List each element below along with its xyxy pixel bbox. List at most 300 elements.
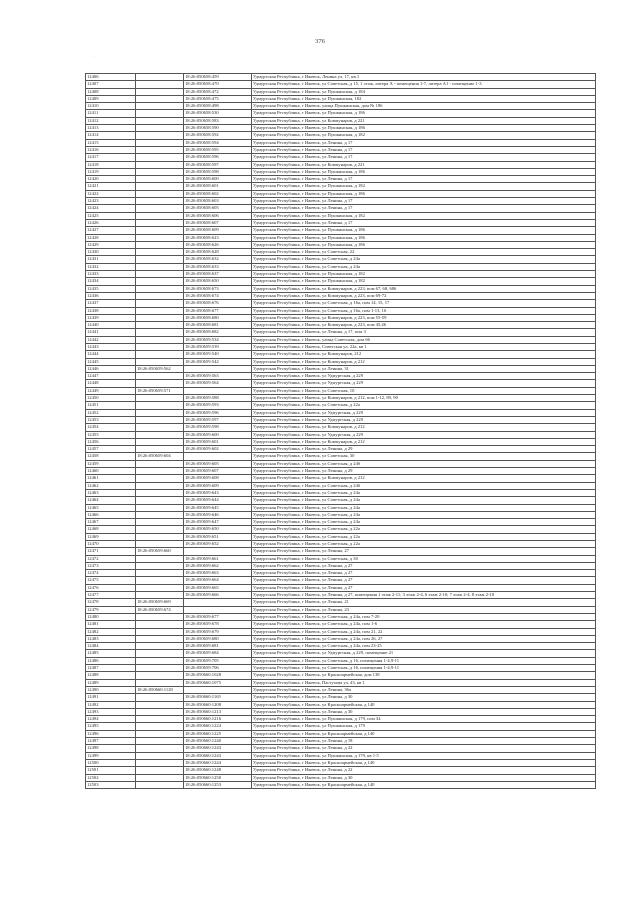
premises-cadastral-number: 18:26:050658:530 <box>184 110 252 117</box>
building-cadastral-number <box>136 759 184 766</box>
table-row <box>86 511 596 518</box>
table-row <box>86 234 596 241</box>
row-number: 12413 <box>86 125 136 132</box>
premises-cadastral-number: 18:26:050659:664 <box>184 577 252 584</box>
address: Удмуртская Республика, г Ижевск, ул Удмуртская, д 229 <box>252 409 596 416</box>
row-number: 12472 <box>86 555 136 562</box>
building-cadastral-number <box>136 635 184 642</box>
premises-cadastral-number: 18:26:050658:606 <box>184 212 252 219</box>
row-number: 12500 <box>86 759 136 766</box>
row-number: 12497 <box>86 738 136 745</box>
premises-cadastral-number: 18:26:050659:596 <box>184 409 252 416</box>
table-row <box>86 635 596 642</box>
row-number: 12443 <box>86 343 136 350</box>
address: Удмуртская Республика, г Ижевск, ул Ленина, д 22 <box>252 745 596 752</box>
address: Удмуртская Республика, г Ижевск, ул Коммунаров, д 212 <box>252 438 596 445</box>
premises-cadastral-number: 18:26:050659:609 <box>184 482 252 489</box>
row-number: 12495 <box>86 723 136 730</box>
table-row <box>86 628 596 635</box>
building-cadastral-number: 18:26:050659:571 <box>136 387 184 394</box>
row-number: 12407 <box>86 81 136 88</box>
building-cadastral-number <box>136 219 184 226</box>
table-row <box>86 584 596 591</box>
premises-cadastral-number: 18:26:050659:650 <box>184 526 252 533</box>
address: Удмуртская Республика, г Ижевск, ул Пушкинская, д 182 <box>252 132 596 139</box>
row-number: 12454 <box>86 424 136 431</box>
table-row <box>86 643 596 650</box>
row-number: 12471 <box>86 548 136 555</box>
building-cadastral-number <box>136 278 184 285</box>
premises-cadastral-number: 18:26:050658:605 <box>184 205 252 212</box>
table-row <box>86 110 596 117</box>
table-row <box>86 497 596 504</box>
building-cadastral-number <box>136 117 184 124</box>
building-cadastral-number <box>136 351 184 358</box>
premises-cadastral-number: 18:26:050659:679 <box>184 628 252 635</box>
address: Удмуртская Республика, г Ижевск, ул Советская, д 24б <box>252 482 596 489</box>
row-number: 12475 <box>86 577 136 584</box>
premises-cadastral-number: 18:26:050659:705 <box>184 657 252 664</box>
table-row <box>86 453 596 460</box>
row-number: 12432 <box>86 263 136 270</box>
table-row <box>86 154 596 161</box>
address: Удмуртская Республика, г Ижевск, ул Пушкинская, д 179, кв 1-5 <box>252 752 596 759</box>
building-cadastral-number <box>136 198 184 205</box>
premises-cadastral-number: 18:26:050659:598 <box>184 424 252 431</box>
table-row <box>86 657 596 664</box>
row-number: 12427 <box>86 227 136 234</box>
row-number: 12482 <box>86 628 136 635</box>
address: Удмуртская Республика, г Ижевск, ул Ленина, д 27 <box>252 584 596 591</box>
premises-cadastral-number: 18:26:050658:590 <box>184 125 252 132</box>
address: Удмуртская Республика, г Ижевск, ул Советская, д 16а, пом 1-13, 16 <box>252 307 596 314</box>
table-row <box>86 249 596 256</box>
premises-cadastral-number: 18:26:050660:1244 <box>184 759 252 766</box>
premises-cadastral-number: 18:26:050659:684 <box>184 650 252 657</box>
table-row <box>86 686 596 693</box>
premises-cadastral-number: 18:26:050659:666 <box>184 592 252 599</box>
premises-cadastral-number: 18:26:050660:1248 <box>184 767 252 774</box>
table-row <box>86 489 596 496</box>
address: Удмуртская Республика, г Ижевск, ул Удмуртская, д 229 <box>252 431 596 438</box>
row-number: 12455 <box>86 431 136 438</box>
table-row <box>86 161 596 168</box>
address: Удмуртская Республика, г Ижевск, ул Ленина, д 17 <box>252 219 596 226</box>
premises-cadastral-number: 18:26:050659:542 <box>184 358 252 365</box>
table-row <box>86 219 596 226</box>
premises-cadastral-number: 18:26:050658:682 <box>184 329 252 336</box>
row-number: 12493 <box>86 708 136 715</box>
address: Удмуртская Республика, г Ижевск, ул Советская, д 16, помещения 1-4,9-11 <box>252 657 596 664</box>
building-cadastral-number: 18:26:050659:660 <box>136 548 184 555</box>
building-cadastral-number <box>136 343 184 350</box>
building-cadastral-number <box>136 285 184 292</box>
premises-cadastral-number <box>184 387 252 394</box>
address: Удмуртская Республика, г Ижевск, ул Коммунаров, д 212, пом 1-12, 89, 90 <box>252 395 596 402</box>
row-number: 12488 <box>86 672 136 679</box>
table-row <box>86 716 596 723</box>
table-row <box>86 555 596 562</box>
premises-cadastral-number: 18:26:050659:651 <box>184 533 252 540</box>
table-row <box>86 227 596 234</box>
premises-cadastral-number: 18:26:050660:1028 <box>184 672 252 679</box>
premises-cadastral-number: 18:26:050658:475 <box>184 95 252 102</box>
table-row <box>86 256 596 263</box>
table-row <box>86 665 596 672</box>
row-number: 12442 <box>86 336 136 343</box>
row-number: 12440 <box>86 322 136 329</box>
premises-cadastral-number: 18:26:050658:623 <box>184 234 252 241</box>
table-row <box>86 103 596 110</box>
address: Удмуртская Республика, г Ижевск, ул Советская, д 24а, пом 1-6 <box>252 621 596 628</box>
premises-cadastral-number: 18:26:050659:602 <box>184 446 252 453</box>
row-number: 12501 <box>86 767 136 774</box>
address: Удмуртская Республика, г Ижевск, ул Ленина, д 17 <box>252 154 596 161</box>
premises-cadastral-number: 18:26:050660:1240 <box>184 738 252 745</box>
row-number: 12452 <box>86 409 136 416</box>
table-row <box>86 395 596 402</box>
row-number: 12435 <box>86 285 136 292</box>
table-row <box>86 322 596 329</box>
table-row <box>86 759 596 766</box>
address: Удмуртская Республика, г Ижевск, ул Пушкинская, д 182 <box>252 183 596 190</box>
building-cadastral-number <box>136 227 184 234</box>
address: Удмуртская Республика, г Ижевск, ул Ленина, д 29 <box>252 468 596 475</box>
address: Удмуртская Республика, г Ижевск, ул Пушкинская, д 186 <box>252 168 596 175</box>
address: Удмуртская Республика, г Ижевск, ул Коммунаров, д 212 <box>252 475 596 482</box>
building-cadastral-number <box>136 438 184 445</box>
address: Удмуртская Республика, г Ижевск, ул Красноармейская, д 140 <box>252 759 596 766</box>
row-number: 12496 <box>86 730 136 737</box>
row-number: 12449 <box>86 387 136 394</box>
row-number: 12481 <box>86 621 136 628</box>
premises-cadastral-number: 18:26:050660:1224 <box>184 723 252 730</box>
table-row <box>86 781 596 788</box>
row-number: 12456 <box>86 438 136 445</box>
table-row <box>86 570 596 577</box>
premises-cadastral-number: 18:26:050659:665 <box>184 584 252 591</box>
building-cadastral-number <box>136 533 184 540</box>
building-cadastral-number <box>136 650 184 657</box>
table-row <box>86 365 596 372</box>
table-row <box>86 125 596 132</box>
address: Удмуртская Республика, г Ижевск, ул Пушкинская, д 182 <box>252 278 596 285</box>
address: Удмуртская Республика, г Ижевск, ул Красноармейская, дом 138 <box>252 672 596 679</box>
address: Удмуртская Республика, г Ижевск, ул Ленина, 27 <box>252 548 596 555</box>
address: Удмуртская Республика, г Ижевск, ул Советская, д 16, помещения 1-4,9-11 <box>252 665 596 672</box>
row-number: 12436 <box>86 292 136 299</box>
building-cadastral-number <box>136 74 184 81</box>
table-row <box>86 292 596 299</box>
address: Удмуртская Республика, г Ижевск, ул Ленина, д 22 <box>252 767 596 774</box>
premises-cadastral-number: 18:26:050658:674 <box>184 292 252 299</box>
building-cadastral-number <box>136 212 184 219</box>
premises-cadastral-number: 18:26:050659:677 <box>184 613 252 620</box>
table-row <box>86 650 596 657</box>
row-number: 12473 <box>86 562 136 569</box>
premises-cadastral-number: 18:26:050660:1243 <box>184 752 252 759</box>
table-row <box>86 81 596 88</box>
table-row <box>86 74 596 81</box>
address: Удмуртская Республика, г Ижевск, ул Коммунаров, 212 <box>252 351 596 358</box>
row-number: 12489 <box>86 679 136 686</box>
row-number: 12453 <box>86 416 136 423</box>
table-row <box>86 241 596 248</box>
address: Удмуртская Республика, г Ижевск, ул Советская, д 16а, пом 14, 15, 17 <box>252 300 596 307</box>
address: Удмуртская Республика, г Ижевск, ул Советская, 30 <box>252 453 596 460</box>
row-number: 12425 <box>86 212 136 219</box>
premises-cadastral-number: 18:26:050660:1213 <box>184 708 252 715</box>
address: Удмуртская Республика, г Ижевск, ул Ленина, д 17 <box>252 205 596 212</box>
address: Удмуртская Республика, г Ижевск, ул Советская, 10 <box>252 387 596 394</box>
address: Удмуртская Республика, г Ижевск, ул Советская, д 24а <box>252 519 596 526</box>
row-number: 12480 <box>86 613 136 620</box>
building-cadastral-number: 18:26:050659:562 <box>136 365 184 372</box>
row-number: 12419 <box>86 168 136 175</box>
row-number: 12492 <box>86 701 136 708</box>
premises-cadastral-number: 18:26:050658:472 <box>184 88 252 95</box>
table-row <box>86 190 596 197</box>
address: Удмуртская Республика, г Ижевск, ул Пушкинская, д 186 <box>252 227 596 234</box>
premises-cadastral-number: 18:26:050659:607 <box>184 468 252 475</box>
building-cadastral-number <box>136 621 184 628</box>
building-cadastral-number <box>136 628 184 635</box>
premises-cadastral-number: 18:26:050658:601 <box>184 183 252 190</box>
address: Удмуртская Республика, г Ижевск, Ленина ул, 17, кв.1 <box>252 74 596 81</box>
premises-cadastral-number: 18:26:050659:593 <box>184 402 252 409</box>
address: Удмуртская Республика, г Ижевск, ул Советская, д 15, 1 этаж, литера А - помещения 1-7, литера А1 - помещение 1-3 <box>252 81 596 88</box>
building-cadastral-number <box>136 570 184 577</box>
premises-cadastral-number: 18:26:050658:597 <box>184 161 252 168</box>
table-row <box>86 475 596 482</box>
table-row <box>86 519 596 526</box>
row-number: 12444 <box>86 351 136 358</box>
premises-cadastral-number: 18:26:050658:583 <box>184 117 252 124</box>
building-cadastral-number <box>136 249 184 256</box>
premises-cadastral-number: 18:26:050658:595 <box>184 146 252 153</box>
premises-cadastral-number: 18:26:050659:534 <box>184 336 252 343</box>
table-row <box>86 431 596 438</box>
address: Удмуртская Республика, г Ижевск, ул Ленина, 31 <box>252 365 596 372</box>
premises-cadastral-number: 18:26:050658:626 <box>184 241 252 248</box>
building-cadastral-number <box>136 730 184 737</box>
premises-cadastral-number <box>184 453 252 460</box>
premises-cadastral-number: 18:26:050660:1216 <box>184 716 252 723</box>
address: Удмуртская Республика, г Ижевск, ул Ленина, д 17 <box>252 146 596 153</box>
row-number: 12409 <box>86 95 136 102</box>
address: Удмуртская Республика, г Ижевск, ул Советская, д 24а, пом 21, 22 <box>252 628 596 635</box>
row-number: 12470 <box>86 541 136 548</box>
premises-cadastral-number: 18:26:050659:601 <box>184 438 252 445</box>
row-number: 12414 <box>86 132 136 139</box>
table-row <box>86 606 596 613</box>
building-cadastral-number <box>136 519 184 526</box>
premises-cadastral-number: 18:26:050658:603 <box>184 198 252 205</box>
building-cadastral-number <box>136 292 184 299</box>
address: Удмуртская Республика, г Ижевск, ул Советская, д 24б <box>252 460 596 467</box>
address: Удмуртская Республика, г Ижевск, ул Пушкинская, д 186 <box>252 190 596 197</box>
table-row <box>86 460 596 467</box>
table-row <box>86 767 596 774</box>
premises-cadastral-number: 18:26:050659:681 <box>184 643 252 650</box>
row-number: 12420 <box>86 176 136 183</box>
row-number: 12465 <box>86 504 136 511</box>
table-row <box>86 752 596 759</box>
premises-cadastral-number: 18:26:050658:470 <box>184 81 252 88</box>
row-number: 12484 <box>86 643 136 650</box>
table-row <box>86 409 596 416</box>
table-row <box>86 599 596 606</box>
building-cadastral-number <box>136 781 184 788</box>
table-row <box>86 446 596 453</box>
building-cadastral-number: 18:26:050659:604 <box>136 453 184 460</box>
building-cadastral-number <box>136 416 184 423</box>
table-row <box>86 562 596 569</box>
building-cadastral-number <box>136 168 184 175</box>
building-cadastral-number <box>136 738 184 745</box>
table-row <box>86 176 596 183</box>
premises-cadastral-number: 18:26:050659:597 <box>184 416 252 423</box>
building-cadastral-number <box>136 541 184 548</box>
building-cadastral-number <box>136 161 184 168</box>
premises-cadastral-number: 18:26:050658:609 <box>184 227 252 234</box>
building-cadastral-number <box>136 679 184 686</box>
row-number: 12487 <box>86 665 136 672</box>
building-cadastral-number <box>136 146 184 153</box>
address: Удмуртская Республика, г Ижевск, ул Пушкинская, д 179 <box>252 723 596 730</box>
premises-cadastral-number <box>184 686 252 693</box>
address: Удмуртская Республика, г Ижевск, ул Коммунаров, д 223, пом 69-72 <box>252 292 596 299</box>
building-cadastral-number <box>136 409 184 416</box>
building-cadastral-number <box>136 774 184 781</box>
table-row <box>86 88 596 95</box>
row-number: 12466 <box>86 511 136 518</box>
address: Удмуртская Республика, г Ижевск, улица Советская, дом 66 <box>252 336 596 343</box>
row-number: 12469 <box>86 533 136 540</box>
address: Удмуртская Республика, г Ижевск, Пастухова ул, 43, кв 1 <box>252 679 596 686</box>
row-number: 12415 <box>86 139 136 146</box>
premises-cadastral-number: 18:26:050659:662 <box>184 562 252 569</box>
premises-cadastral-number: 18:26:050658:650 <box>184 278 252 285</box>
table-row <box>86 307 596 314</box>
building-cadastral-number <box>136 271 184 278</box>
address: Удмуртская Республика, г Ижевск, ул Ленина, д 30 <box>252 694 596 701</box>
row-number: 12463 <box>86 489 136 496</box>
scan-marks: · . <box>92 54 96 59</box>
building-cadastral-number <box>136 110 184 117</box>
row-number: 12424 <box>86 205 136 212</box>
building-cadastral-number <box>136 307 184 314</box>
building-cadastral-number <box>136 95 184 102</box>
address: Удмуртская Республика, г Ижевск, ул Советская, д 30 <box>252 555 596 562</box>
row-number: 12468 <box>86 526 136 533</box>
premises-cadastral-number: 18:26:050658:592 <box>184 132 252 139</box>
premises-cadastral-number: 18:26:050658:633 <box>184 263 252 270</box>
address: Удмуртская Республика, г Ижевск, ул Удмуртская, д 229 <box>252 373 596 380</box>
table-row <box>86 402 596 409</box>
address: Удмуртская Республика, г Ижевск, ул Ленина, д 27 <box>252 577 596 584</box>
table-row <box>86 139 596 146</box>
building-cadastral-number <box>136 183 184 190</box>
table-row <box>86 278 596 285</box>
building-cadastral-number <box>136 657 184 664</box>
building-cadastral-number <box>136 745 184 752</box>
row-number: 12477 <box>86 592 136 599</box>
row-number: 12439 <box>86 314 136 321</box>
table-row <box>86 577 596 584</box>
premises-cadastral-number: 18:26:050659:600 <box>184 431 252 438</box>
building-cadastral-number <box>136 322 184 329</box>
address: Удмуртская Республика, г Ижевск, ул Советская, д 22а <box>252 402 596 409</box>
building-cadastral-number <box>136 88 184 95</box>
building-cadastral-number <box>136 139 184 146</box>
address: Удмуртская Республика, г Ижевск, ул Красноармейская, д 140 <box>252 781 596 788</box>
premises-cadastral-number: 18:26:050659:605 <box>184 460 252 467</box>
building-cadastral-number <box>136 263 184 270</box>
premises-cadastral-number: 18:26:050658:598 <box>184 168 252 175</box>
address: Удмуртская Республика, г Ижевск, ул Коммунаров, д 221 <box>252 161 596 168</box>
premises-cadastral-number <box>184 599 252 606</box>
building-cadastral-number <box>136 752 184 759</box>
address: Удмуртская Республика, г Ижевск, ул Коммунаров, д 223, пом 67, 68, 686 <box>252 285 596 292</box>
building-cadastral-number <box>136 511 184 518</box>
row-number: 12476 <box>86 584 136 591</box>
building-cadastral-number <box>136 300 184 307</box>
building-cadastral-number <box>136 592 184 599</box>
address: Удмуртская Республика, г Ижевск, ул Советская, д 24а <box>252 256 596 263</box>
table-row <box>86 271 596 278</box>
table-row <box>86 183 596 190</box>
address: Удмуртская Республика, г Ижевск, ул Ленина, д 27, помещения 1 этаж 2-11; 3 этаж 2-4, 6 этаж 2-10; 7 этаж 2-4, 8 этаж 2-10 <box>252 592 596 599</box>
table-row <box>86 132 596 139</box>
building-cadastral-number <box>136 329 184 336</box>
address: Удмуртская Республика, г Ижевск, ул Советская, д 22а <box>252 533 596 540</box>
row-number: 12491 <box>86 694 136 701</box>
building-cadastral-number <box>136 701 184 708</box>
row-number: 12499 <box>86 752 136 759</box>
premises-cadastral-number: 18:26:050658:607 <box>184 219 252 226</box>
address: Удмуртская Республика, г Ижевск, ул Ленина, д 30 <box>252 774 596 781</box>
building-cadastral-number <box>136 402 184 409</box>
premises-cadastral-number: 18:26:050659:608 <box>184 475 252 482</box>
building-cadastral-number <box>136 468 184 475</box>
table-row <box>86 526 596 533</box>
table-row <box>86 351 596 358</box>
address: Удмуртская Республика, г Ижевск, ул Ленина, д 17 <box>252 176 596 183</box>
building-cadastral-number <box>136 103 184 110</box>
row-number: 12437 <box>86 300 136 307</box>
building-cadastral-number <box>136 380 184 387</box>
building-cadastral-number <box>136 723 184 730</box>
building-cadastral-number <box>136 613 184 620</box>
table-row <box>86 482 596 489</box>
page-number: 376 <box>315 38 325 45</box>
row-number: 12464 <box>86 497 136 504</box>
table-row <box>86 723 596 730</box>
building-cadastral-number <box>136 241 184 248</box>
address: Удмуртская Республика, г Ижевск, ул Коммунаров, д 212 <box>252 358 596 365</box>
address: Удмуртская Республика, г Ижевск, ул Пушкинская, д 186 <box>252 241 596 248</box>
address: Удмуртская Республика, г Ижевск, ул Ленина, д 29 <box>252 446 596 453</box>
row-number: 12458 <box>86 453 136 460</box>
building-cadastral-number <box>136 431 184 438</box>
building-cadastral-number <box>136 708 184 715</box>
address: Удмуртская Республика, г Ижевск, ул Ленина, д 17, пом 3 <box>252 329 596 336</box>
address: Удмуртская Республика, г Ижевск, ул Красноармейская, д 140 <box>252 701 596 708</box>
row-number: 12478 <box>86 599 136 606</box>
address: Удмуртская Республика, г Ижевск, улица Пушкинская, дом № 186 <box>252 103 596 110</box>
row-number: 12457 <box>86 446 136 453</box>
